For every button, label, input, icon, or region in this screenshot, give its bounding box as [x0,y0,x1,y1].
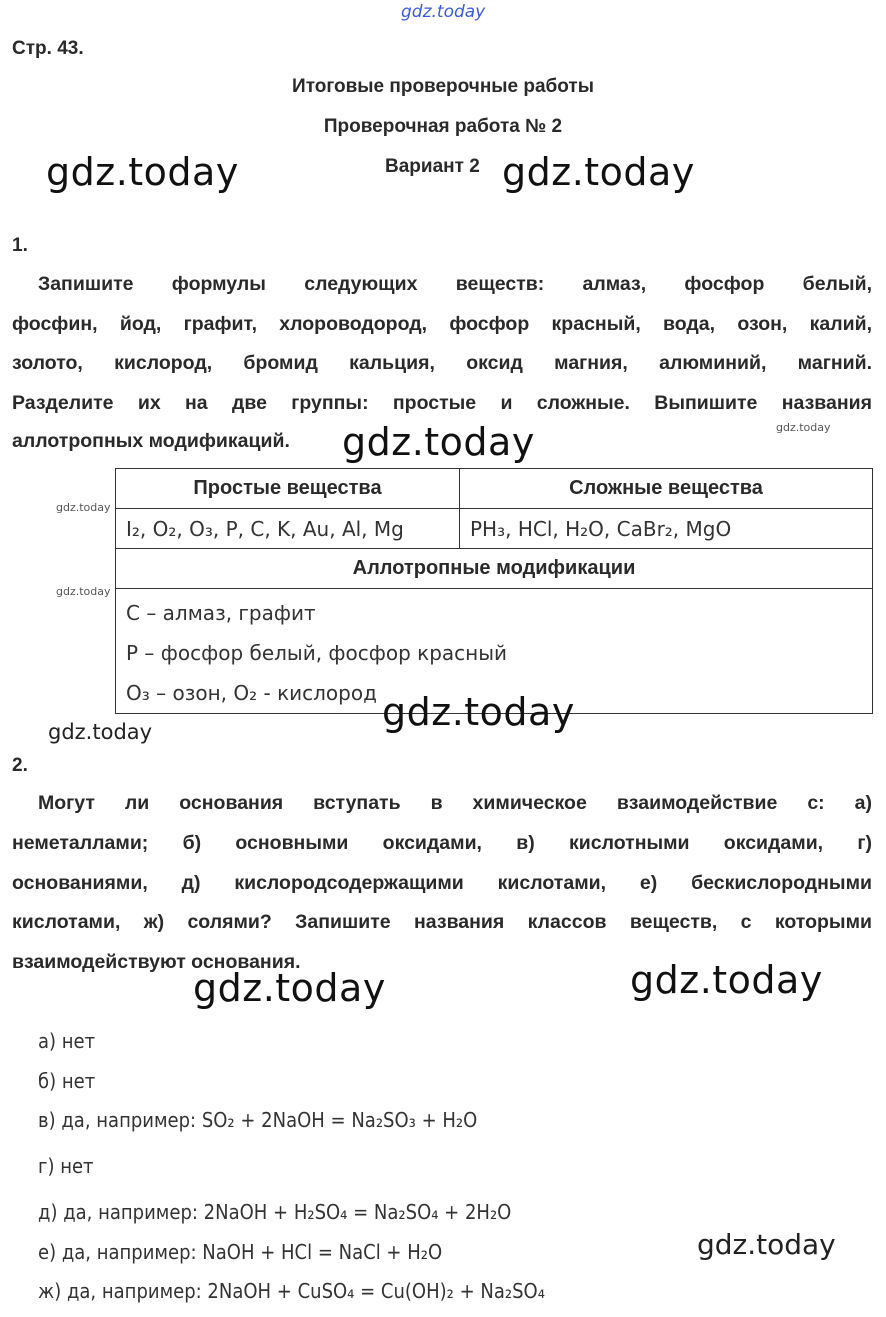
answer-v: в) да, например: SO₂ + 2NaOH = Na₂SO₃ + H₂O [38,1108,478,1132]
question-2-line: Могут ли основания вступать в химическое взаимодействие с: а) [38,792,872,814]
watermark: gdz.today [630,958,823,1002]
watermark-small: gdz.today [56,585,111,598]
subtitle: Проверочная работа № 2 [323,116,563,137]
question-1-number: 1. [12,235,28,256]
header-complex: Сложные вещества [460,469,873,509]
question-2-number: 2. [12,755,28,776]
question-1-line: Разделите их на две группы: простые и сложные. Выпишите названия [12,392,872,414]
question-1-line: аллотропных модификаций. [12,430,290,452]
page-ref: Стр. 43. [12,38,84,59]
header-simple: Простые вещества [116,469,460,509]
allotrope-item: C – алмаз, графит [126,601,316,625]
watermark-small: gdz.today [776,421,831,434]
question-2-line: неметаллами; б) основными оксидами, в) кислотными оксидами, г) [12,832,872,854]
answer-e: е) да, например: NaOH + HCl = NaCl + H₂O [38,1240,443,1264]
watermark-small: gdz.today [56,501,111,514]
answer-a: а) нет [38,1029,96,1053]
title: Итоговые проверочные работы [292,76,594,97]
watermark: gdz.today [502,150,695,194]
answer-g: г) нет [38,1154,94,1178]
watermark: gdz.today [342,420,535,464]
question-2-line: основаниями, д) кислородсодержащими кислотами, е) бескислородными [12,872,872,894]
simple-substances: I₂, O₂, O₃, P, C, K, Au, Al, Mg [116,509,460,549]
question-1-line: фосфин, йод, графит, хлороводород, фосфор красный, вода, озон, калий, [12,313,872,335]
answer-d: д) да, например: 2NaOH + H₂SO₄ = Na₂SO₄ + 2H₂O [38,1200,512,1224]
complex-substances: PH₃, HCl, H₂O, CaBr₂, MgO [460,509,873,549]
answer-zh: ж) да, например: 2NaOH + CuSO₄ = Cu(OH)₂ + Na₂SO₄ [38,1279,545,1303]
watermark: gdz.today [46,150,239,194]
watermark: gdz.today [193,966,386,1010]
watermark-top: gdz.today [401,2,486,22]
allotrope-item: P – фосфор белый, фосфор красный [126,641,508,665]
watermark: gdz.today [382,690,575,734]
question-2-line: взаимодействуют основания. [12,951,301,973]
answer-b: б) нет [38,1069,96,1093]
header-allotropes: Аллотропные модификации [116,549,873,589]
question-2-line: кислотами, ж) солями? Запишите названия классов веществ, с которыми [12,911,872,933]
variant: Вариант 2 [385,156,480,177]
question-1-line: Запишите формулы следующих веществ: алмаз, фосфор белый, [38,273,872,295]
watermark: gdz.today [697,1228,836,1261]
substances-table [115,468,873,714]
watermark: gdz.today [48,720,153,744]
allotrope-item: O₃ – озон, O₂ - кислород [126,681,377,705]
question-1-line: золото, кислород, бромид кальция, оксид магния, алюминий, магний. [12,352,872,374]
